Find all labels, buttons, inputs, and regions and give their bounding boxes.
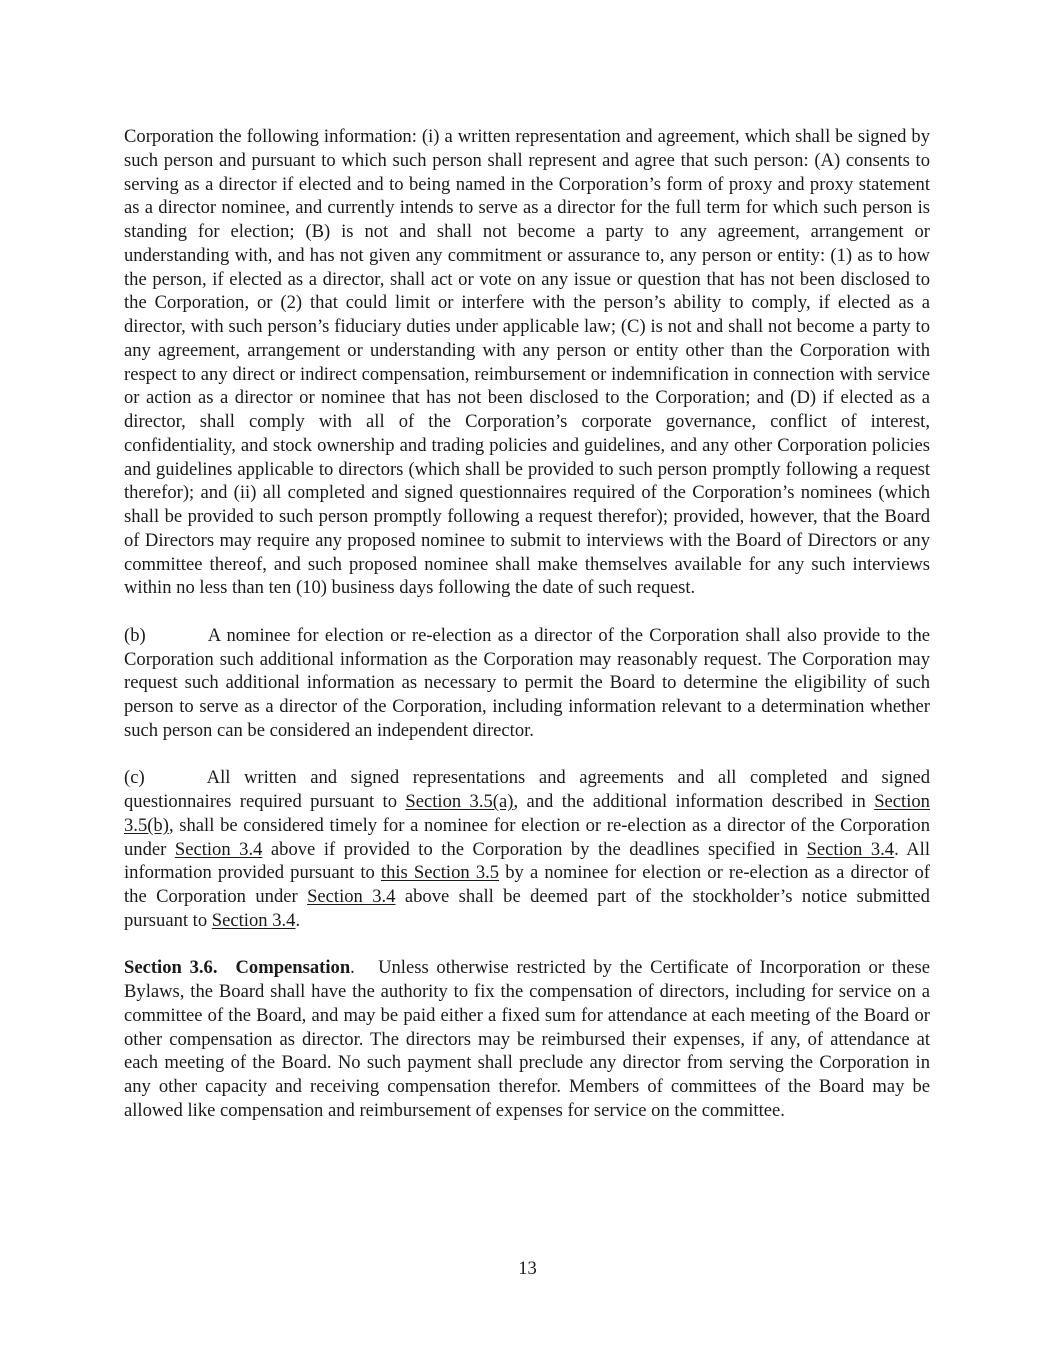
paragraph-c-label: (c) — [124, 767, 145, 789]
section-3-6-title-suffix: . — [350, 957, 355, 979]
paragraph-a-continued: Corporation the following information: (i) a written representation and agreement, which shall be signed by such person and pursuant to which such person shall represent and agree that such person: (A) consents to serving as a director if elected and to being named in the Corporation’s form of proxy and proxy statement as a director nominee, and currently intends to serve as a director for the full term for which such person is standing for election; (B) is not and shall not become a party to any agreement, arrangement or understanding with, and has not given any commitment or assurance to, any person or entity: (1) as to how the person, if elected as a director, shall act or vote on any issue or question that has not been disclosed to the Corporation, or (2) that could limit or interfere with the person’s ability to comply, if elected as a director, with such person’s fiduciary duties under applicable law; (C) is not and shall not become a party to any agreement, arrangement or understanding with any person or entity other than the Corporation with respect to any direct or indirect compensation, reimbursement or indemnification in connection with service or action as a director or nominee that has not been disclosed to the Corporation; and (D) if elected as a director, shall comply with all of the Corporation’s corporate governance, conflict of interest, confidentiality, and stock ownership and trading policies and guidelines, and any other Corporation policies and guidelines applicable to directors (which shall be provided to such person promptly following a request therefor); and (ii) all completed and signed questionnaires required of the Corporation’s nominees (which shall be provided to such person promptly following a request therefor); provided, however, that the Board of Directors may require any proposed nominee to submit to interviews with the Board of Directors or any committee thereof, and such proposed nominee shall make themselves available for any such interviews within no less than ten (10) business days following the date of such request. — [124, 126, 930, 599]
paragraph-c-text-8: . — [295, 909, 301, 931]
paragraph-c-text-3: , shall be considered timely for a nominee for election or re-election as a director of the Corporation under — [124, 814, 930, 860]
section-3-6-title: Compensation — [235, 957, 351, 979]
cross-reference-this-section-3-5[interactable]: this Section 3.5 — [380, 862, 500, 884]
document-page — [124, 125, 930, 1123]
paragraph-b-label: (b) — [124, 624, 146, 646]
paragraph-b-text: A nominee for election or re-election as a director of the Corporation shall also provide to the Corporation such additional information as the Corporation may reasonably request. The Corporation may request such additional information as necessary to permit the Board to determine the eligibility of such person to serve as a director of the Corporation, including information relevant to a determination whether such person can be considered an independent director. — [124, 624, 930, 741]
cross-reference-section-3-4[interactable]: Section 3.4 — [211, 909, 296, 931]
section-3-6 — [124, 956, 930, 1122]
paragraph-c — [124, 766, 930, 932]
paragraph-b — [124, 624, 930, 743]
paragraph-c-text-1: All written and signed representations and agreements and all completed and signed questionnaires required pursuant to — [124, 767, 930, 812]
paragraph-c-text-7: above shall be deemed part of the stockholder’s notice submitted pursuant to — [124, 886, 930, 931]
cross-reference-section-3-4[interactable]: Section 3.4 — [307, 886, 396, 907]
cross-reference-section-3-4[interactable]: Section 3.4 — [174, 838, 263, 860]
cross-reference-section-3-4[interactable]: Section 3.4 — [806, 838, 895, 860]
paragraph-c-text-6: by a nominee for election or re-election as a director of the Corporation under — [124, 862, 930, 907]
paragraph-c-text-4: above if provided to the Corporation by the deadlines specified in — [262, 838, 807, 860]
paragraph-c-text-2: , and the additional information described in — [513, 791, 875, 812]
section-3-6-number: Section 3.6. — [124, 957, 218, 979]
page-number: 13 — [518, 1258, 537, 1279]
paragraph-c-text-5: . All information provided pursuant to — [124, 838, 930, 884]
section-3-6-text: Unless otherwise restricted by the Certificate of Incorporation or these Bylaws, the Board shall have the authority to fix the compensation of directors, including for service on a committee of the Board, and may be paid either a fixed sum for attendance at each meeting of the Board or other compensation as director. The directors may be reimbursed their expenses, if any, of attendance at each meeting of the Board. No such payment shall preclude any director from serving the Corporation in any other capacity and receiving compensation therefor. Members of committees of the Board may be allowed like compensation and reimbursement of expenses for service on the committee. — [124, 957, 930, 1121]
cross-reference-section-3-5-a[interactable]: Section 3.5(a) — [405, 791, 514, 812]
cross-reference-section-3-5-b[interactable]: Section 3.5(b) — [124, 791, 930, 836]
